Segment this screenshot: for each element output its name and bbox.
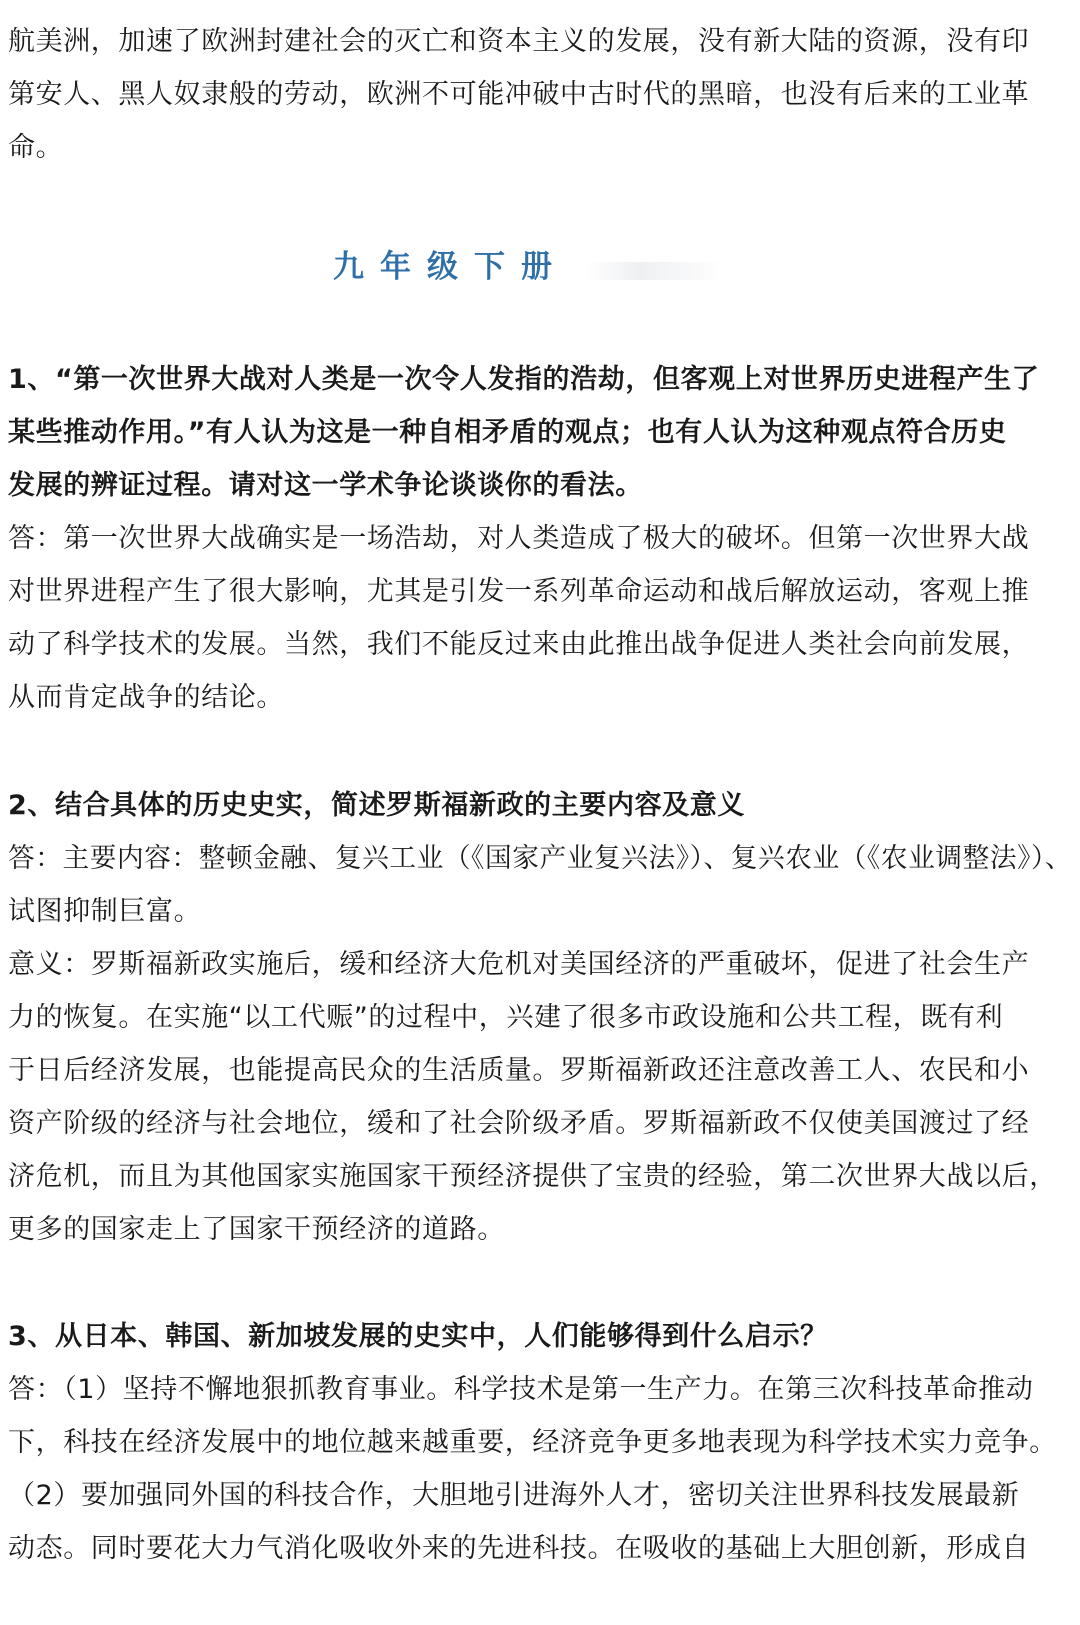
answer-2-line: 于日后经济发展，也能提高民众的生活质量。罗斯福新政还注意改善工人、农民和小 — [8, 1055, 1030, 1086]
intro-line: 第安人、黑人奴隶般的劳动，欧洲不可能冲破中古时代的黑暗，也没有后来的工业革 — [8, 79, 1030, 110]
answer-2-line: 力的恢复。在实施“以工代赈”的过程中，兴建了很多市政设施和公共工程，既有利 — [8, 1002, 1004, 1033]
answer-1-line: 动了科学技术的发展。当然，我们不能反过来由此推出战争促进人类社会向前发展， — [8, 629, 1030, 660]
answer-2-line: 试图抑制巨富。 — [8, 896, 202, 927]
answer-1-line: 答：第一次世界大战确实是一场浩劫，对人类造成了极大的破坏。但第一次世界大战 — [8, 523, 1030, 554]
intro-line: 命。 — [8, 132, 64, 163]
question-3-line: 3、从日本、韩国、新加坡发展的史实中，人们能够得到什么启示？ — [8, 1321, 828, 1352]
answer-2-line: 更多的国家走上了国家干预经济的道路。 — [8, 1214, 505, 1245]
answer-2-line: 答：主要内容：整顿金融、复兴工业（《国家产业复兴法》）、复兴农业（《农业调整法》）、 — [8, 843, 1073, 874]
answer-3-line: 下，科技在经济发展中的地位越来越重要，经济竞争更多地表现为科学技术实力竞争。 — [8, 1427, 1057, 1458]
question-2-line: 2、结合具体的历史史实，简述罗斯福新政的主要内容及意义 — [8, 790, 745, 821]
answer-3-line: （2）要加强同外国的科技合作，大胆地引进海外人才，密切关注世界科技发展最新 — [8, 1480, 1020, 1511]
scan-smudge — [585, 262, 725, 280]
answer-3-line: 动态。同时要花大力气消化吸收外来的先进科技。在吸收的基础上大胆创新，形成自 — [8, 1533, 1030, 1564]
answer-2-line: 资产阶级的经济与社会地位，缓和了社会阶级矛盾。罗斯福新政不仅使美国渡过了经 — [8, 1108, 1030, 1139]
answer-1-line: 对世界进程产生了很大影响，尤其是引发一系列革命运动和战后解放运动，客观上推 — [8, 576, 1030, 607]
question-1-line: 某些推动作用。”有人认为这是一种自相矛盾的观点；也有人认为这种观点符合历史 — [8, 417, 1007, 448]
answer-3-line: 答：（1）坚持不懈地狠抓教育事业。科学技术是第一生产力。在第三次科技革命推动 — [8, 1374, 1034, 1405]
question-1-line: 1、“第一次世界大战对人类是一次令人发指的浩劫，但客观上对世界历史进程产生了 — [8, 364, 1040, 395]
question-1-line: 发展的辨证过程。请对这一学术争论谈谈你的看法。 — [8, 470, 643, 501]
answer-2-line: 济危机，而且为其他国家实施国家干预经济提供了宝贵的经验，第二次世界大战以后， — [8, 1161, 1057, 1192]
answer-1-line: 从而肯定战争的结论。 — [8, 682, 284, 713]
section-title: 九年级下册 — [333, 249, 568, 285]
answer-2-line: 意义：罗斯福新政实施后，缓和经济大危机对美国经济的严重破坏，促进了社会生产 — [8, 949, 1030, 980]
intro-line: 航美洲，加速了欧洲封建社会的灭亡和资本主义的发展，没有新大陆的资源，没有印 — [8, 26, 1030, 57]
